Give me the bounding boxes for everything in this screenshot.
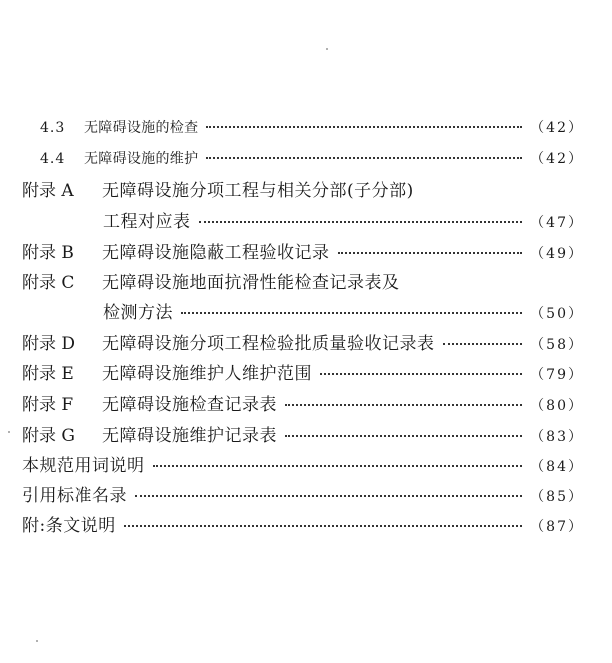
- entry-title: 检测方法: [103, 303, 173, 323]
- entry-title: 无障碍设施的维护: [84, 151, 199, 167]
- page-number: （42）: [530, 120, 584, 136]
- appendix-label: 附录 G: [22, 426, 75, 446]
- entry-title: 附:条文说明: [22, 516, 116, 536]
- dot-leader: [124, 525, 522, 527]
- page-number: （85）: [530, 489, 584, 505]
- page-number: （79）: [530, 367, 584, 383]
- entry-title: 无障碍设施维护记录表: [102, 426, 277, 446]
- toc-entry-appendix-e[interactable]: [22, 359, 584, 384]
- page-number: （49）: [530, 246, 584, 262]
- page-number: （42）: [530, 151, 584, 167]
- toc-entry-appendix-c-continued[interactable]: [103, 298, 584, 323]
- page-number: （83）: [530, 429, 584, 445]
- dot-leader: [285, 404, 522, 406]
- toc-entry-cited-standards[interactable]: [22, 481, 584, 506]
- toc-entry-clause-explanation[interactable]: [22, 511, 584, 536]
- page-number: （50）: [530, 306, 584, 322]
- entry-title: 引用标准名录: [22, 486, 127, 506]
- entry-title: 无障碍设施分项工程检验批质量验收记录表: [102, 334, 435, 354]
- dot-leader: [443, 343, 523, 345]
- dot-leader: [285, 435, 522, 437]
- appendix-label: 附录 E: [22, 364, 74, 384]
- section-number: 4.3: [40, 120, 66, 136]
- dot-leader: [338, 252, 523, 254]
- appendix-label: 附录 B: [22, 243, 74, 263]
- toc-entry-appendix-a-continued[interactable]: [103, 207, 584, 232]
- entry-title: 无障碍设施分项工程与相关分部(子分部): [102, 181, 414, 201]
- dot-leader: [206, 126, 522, 128]
- entry-title: 无障碍设施地面抗滑性能检查记录表及: [102, 273, 400, 293]
- dot-leader: [153, 465, 523, 467]
- toc-entry-appendix-a[interactable]: [22, 176, 584, 201]
- appendix-label: 附录 A: [22, 181, 74, 201]
- toc-entry-appendix-g[interactable]: [22, 421, 584, 446]
- page-number: （87）: [530, 519, 584, 535]
- entry-title: 无障碍设施检查记录表: [102, 395, 277, 415]
- toc-entry-4-4[interactable]: [40, 148, 584, 168]
- entry-title: 本规范用词说明: [22, 456, 145, 476]
- toc-entry-appendix-b[interactable]: [22, 238, 584, 263]
- scan-speck: [36, 640, 38, 642]
- scan-speck: [326, 48, 328, 50]
- section-number: 4.4: [40, 151, 66, 167]
- scan-speck: [8, 431, 10, 433]
- page-number: （80）: [530, 398, 584, 414]
- dot-leader: [199, 221, 523, 223]
- toc-entry-appendix-c[interactable]: [22, 268, 584, 293]
- appendix-label: 附录 C: [22, 273, 75, 293]
- entry-title: 无障碍设施隐蔽工程验收记录: [102, 243, 330, 263]
- entry-title: 工程对应表: [103, 212, 191, 232]
- entry-title: 无障碍设施的检查: [84, 120, 199, 136]
- appendix-label: 附录 F: [22, 395, 74, 415]
- toc-entry-4-3[interactable]: [40, 117, 584, 137]
- toc-entry-appendix-f[interactable]: [22, 390, 584, 415]
- toc-entry-appendix-d[interactable]: [22, 329, 584, 354]
- dot-leader: [206, 157, 522, 159]
- dot-leader: [320, 373, 522, 375]
- dot-leader: [181, 312, 522, 314]
- page-number: （58）: [530, 337, 584, 353]
- entry-title: 无障碍设施维护人维护范围: [102, 364, 312, 384]
- page-number: （47）: [530, 215, 584, 231]
- toc-entry-terminology[interactable]: [22, 451, 584, 476]
- dot-leader: [135, 495, 522, 497]
- page-number: （84）: [530, 459, 584, 475]
- appendix-label: 附录 D: [22, 334, 76, 354]
